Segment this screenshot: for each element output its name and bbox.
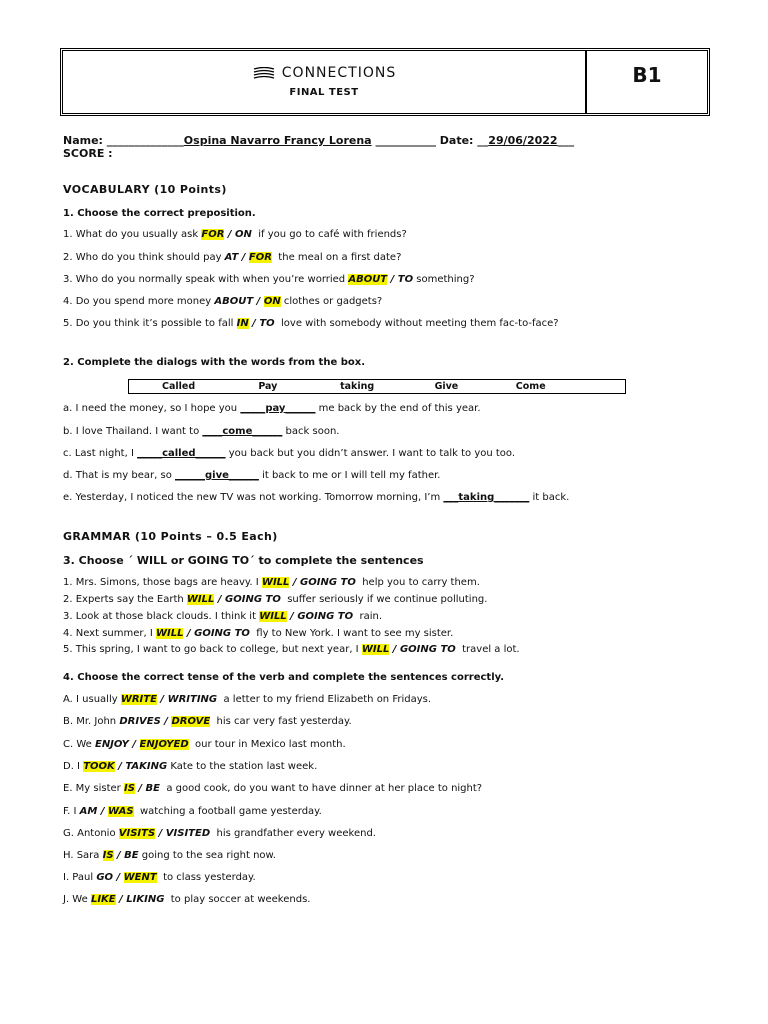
answer-blank[interactable]: ___taking_______ xyxy=(443,492,530,503)
question-text: e. Yesterday, I noticed the new TV was not working. Tomorrow morning, I’m xyxy=(63,492,444,503)
option-b[interactable]: FOR xyxy=(248,252,272,263)
question-line xyxy=(63,871,256,885)
question-text-end: travel a lot. xyxy=(455,644,520,655)
option-separator: / xyxy=(387,274,398,285)
option-a[interactable]: LIKE xyxy=(90,894,116,905)
vocabulary-heading: VOCABULARY (10 Points) xyxy=(63,183,227,196)
dialog-line xyxy=(63,447,515,461)
option-a[interactable]: FOR xyxy=(201,229,225,240)
brand-name: CONNECTIONS xyxy=(281,65,397,81)
question-line xyxy=(63,576,480,590)
option-b[interactable]: BE xyxy=(124,850,139,861)
option-a[interactable]: AM xyxy=(79,806,98,817)
question-text: 5. This spring, I want to go back to college, but next year, I xyxy=(63,644,362,655)
option-separator: / xyxy=(113,850,125,861)
question-text: C. We xyxy=(63,739,95,750)
option-separator: / xyxy=(115,894,127,905)
question-text: F. I xyxy=(63,806,80,817)
answer-blank[interactable]: ______give______ xyxy=(175,470,259,481)
question-text-end: going to the sea right now. xyxy=(138,850,276,861)
option-separator: / xyxy=(238,252,249,263)
question-text: d. That is my bear, so xyxy=(63,470,175,481)
question-text-end: Kate to the station last week. xyxy=(167,761,318,772)
date-blank-pre: __ xyxy=(473,134,489,147)
dialog-line xyxy=(63,425,339,439)
question-text: A. I usually xyxy=(63,694,121,705)
question-text-end: you back but you didn’t answer. I want to talk to you too. xyxy=(225,448,516,459)
dialog-line xyxy=(63,402,481,416)
question-line xyxy=(63,317,559,331)
word-box-item: Called xyxy=(162,381,196,392)
question-text-end: help you to carry them. xyxy=(355,577,480,588)
level-label: B1 xyxy=(632,63,662,87)
header-level-cell xyxy=(587,51,707,113)
option-separator: / xyxy=(289,577,301,588)
question-line xyxy=(63,251,401,265)
question-text-end: love with somebody without meeting them fac-to-face? xyxy=(274,318,559,329)
option-b[interactable]: GOING TO xyxy=(297,611,354,622)
question-text-end: our tour in Mexico last month. xyxy=(188,739,346,750)
option-a[interactable]: WILL xyxy=(155,628,184,639)
question-text-end: it back to me or I will tell my father. xyxy=(258,470,441,481)
dialog-line xyxy=(63,491,569,505)
test-subtitle: FINAL TEST xyxy=(289,87,359,98)
option-separator: / xyxy=(214,594,226,605)
question-text-end: his car very fast yesterday. xyxy=(210,716,352,727)
option-a[interactable]: ENJOY xyxy=(94,739,129,750)
option-b[interactable]: ON xyxy=(263,296,281,307)
header-title-cell xyxy=(63,51,587,113)
question-text: D. I xyxy=(63,761,84,772)
question-line xyxy=(63,273,475,287)
option-separator: / xyxy=(114,761,126,772)
question-line xyxy=(63,643,520,657)
option-b[interactable]: GOING TO xyxy=(225,594,281,605)
option-separator: / xyxy=(389,644,400,655)
question-text-end: to class yesterday. xyxy=(156,872,256,883)
option-b[interactable]: TAKING xyxy=(125,761,168,772)
question-text-end: if you go to café with friends? xyxy=(251,229,407,240)
option-b[interactable]: BE xyxy=(145,783,160,794)
question-line xyxy=(63,782,482,796)
question-line xyxy=(63,715,352,729)
option-b[interactable]: LIKING xyxy=(126,894,165,905)
option-b[interactable]: WAS xyxy=(107,806,134,817)
option-separator: / xyxy=(156,694,168,705)
question-text: B. Mr. John xyxy=(63,716,120,727)
question-text: I. Paul xyxy=(63,872,97,883)
question-text-end: something? xyxy=(413,274,475,285)
option-b[interactable]: VISITED xyxy=(165,828,211,839)
question-text-end: to play soccer at weekends. xyxy=(164,894,311,905)
question-text: 5. Do you think it’s possible to fall xyxy=(63,318,237,329)
question-line xyxy=(63,827,376,841)
question-line xyxy=(63,805,322,819)
question-text: 1. What do you usually ask xyxy=(63,229,202,240)
brand-row xyxy=(63,65,585,81)
option-b[interactable]: TO xyxy=(259,318,275,329)
option-a[interactable]: DRIVES xyxy=(119,716,161,727)
option-a[interactable]: WILL xyxy=(361,644,390,655)
option-b[interactable]: ENJOYED xyxy=(139,739,189,750)
option-a[interactable]: WILL xyxy=(259,611,287,622)
question-text: 1. Mrs. Simons, those bags are heavy. I xyxy=(63,577,262,588)
option-separator: / xyxy=(128,739,140,750)
option-separator: / xyxy=(286,611,298,622)
q4-title: 4. Choose the correct tense of the verb and complete the sentences correctly. xyxy=(63,672,505,683)
question-line xyxy=(63,593,487,607)
question-text-end: me back by the end of this year. xyxy=(315,403,481,414)
q2-title: 2. Complete the dialogs with the words from the box. xyxy=(63,357,366,368)
question-text-end: clothes or gadgets? xyxy=(280,296,383,307)
question-text-end: watching a football game yesterday. xyxy=(133,806,322,817)
option-b[interactable]: GOING TO xyxy=(399,644,456,655)
date-blank-post: ___ xyxy=(557,134,575,147)
option-a[interactable]: WILL xyxy=(186,594,215,605)
question-text-end: it back. xyxy=(529,492,570,503)
option-a[interactable]: AT xyxy=(224,252,239,263)
student-name: Ospina Navarro Francy Lorena xyxy=(183,134,372,147)
question-text-end: rain. xyxy=(353,611,383,622)
question-text-end: back soon. xyxy=(282,426,340,437)
option-b[interactable]: GOING TO xyxy=(194,628,250,639)
test-date: 29/06/2022 xyxy=(488,134,558,147)
option-a[interactable]: IS xyxy=(123,783,135,794)
word-box-item: Pay xyxy=(258,381,278,392)
option-b[interactable]: TO xyxy=(397,274,414,285)
question-text: 3. Who do you normally speak with when you’re worried xyxy=(63,274,349,285)
dialog-line xyxy=(63,469,441,483)
word-box-item: Give xyxy=(434,381,459,392)
option-separator: / xyxy=(113,872,124,883)
header-box xyxy=(60,48,710,116)
score-label: SCORE : xyxy=(63,147,113,160)
question-text: 2. Who do you think should pay xyxy=(63,252,225,263)
question-text: J. We xyxy=(63,894,91,905)
option-b[interactable]: ON xyxy=(235,229,252,240)
option-a[interactable]: ABOUT xyxy=(214,296,254,307)
option-a[interactable]: GO xyxy=(96,872,114,883)
option-separator: / xyxy=(248,318,260,329)
option-separator: / xyxy=(224,229,236,240)
word-box-item: taking xyxy=(340,381,375,392)
option-a[interactable]: IN xyxy=(236,318,249,329)
option-separator: / xyxy=(160,716,172,727)
question-text: E. My sister xyxy=(63,783,124,794)
option-separator: / xyxy=(183,628,195,639)
option-b[interactable]: WRITING xyxy=(167,694,218,705)
question-text-end: a letter to my friend Elizabeth on Fridays. xyxy=(217,694,432,705)
q1-title: 1. Choose the correct preposition. xyxy=(63,208,256,219)
answer-blank[interactable]: ____come______ xyxy=(202,426,283,437)
option-a[interactable]: TOOK xyxy=(83,761,115,772)
question-text-end: fly to New York. I want to see my sister. xyxy=(249,628,454,639)
connections-logo-icon xyxy=(252,67,276,79)
option-a[interactable]: WRITE xyxy=(120,694,157,705)
word-box-item: Come xyxy=(515,381,546,392)
option-b[interactable]: WENT xyxy=(123,872,157,883)
name-label: Name: xyxy=(63,134,103,147)
question-text-end: his grandfather every weekend. xyxy=(210,828,376,839)
question-line xyxy=(63,760,317,774)
question-text: 2. Experts say the Earth xyxy=(63,594,187,605)
question-line xyxy=(63,893,310,907)
question-line xyxy=(63,610,382,624)
question-text: 3. Look at those black clouds. I think it xyxy=(63,611,260,622)
question-line xyxy=(63,738,346,752)
question-text: b. I love Thailand. I want to xyxy=(63,426,203,437)
word-box xyxy=(128,379,626,394)
option-separator: / xyxy=(155,828,166,839)
question-line xyxy=(63,627,453,641)
question-text-end: a good cook, do you want to have dinner at her place to night? xyxy=(159,783,483,794)
question-text-end: the meal on a first date? xyxy=(271,252,402,263)
option-a[interactable]: VISITS xyxy=(118,828,156,839)
question-text: c. Last night, I xyxy=(63,448,138,459)
name-line xyxy=(63,134,574,148)
option-a[interactable]: ABOUT xyxy=(348,274,388,285)
question-text: 4. Do you spend more money xyxy=(63,296,215,307)
option-a[interactable]: IS xyxy=(102,850,114,861)
question-text: a. I need the money, so I hope you xyxy=(63,403,241,414)
question-line xyxy=(63,693,431,707)
answer-blank[interactable]: _____called______ xyxy=(137,448,226,459)
question-text: H. Sara xyxy=(63,850,103,861)
option-separator: / xyxy=(97,806,108,817)
grammar-heading: GRAMMAR (10 Points – 0.5 Each) xyxy=(63,530,278,543)
question-line xyxy=(63,228,407,242)
option-b[interactable]: GOING TO xyxy=(300,577,356,588)
name-blank-pre: ______________ xyxy=(102,134,184,147)
question-text: 4. Next summer, I xyxy=(63,628,156,639)
name-blank-post: ___________ xyxy=(371,134,440,147)
option-b[interactable]: DROVE xyxy=(171,716,211,727)
date-label: Date: xyxy=(439,134,474,147)
answer-blank[interactable]: _____pay______ xyxy=(240,403,316,414)
question-line xyxy=(63,849,276,863)
q3-title: 3. Choose ´ WILL or GOING TO´ to complete the sentences xyxy=(63,554,424,567)
option-separator: / xyxy=(253,296,264,307)
question-text-end: suffer seriously if we continue polluting. xyxy=(280,594,488,605)
option-separator: / xyxy=(134,783,146,794)
option-a[interactable]: WILL xyxy=(261,577,290,588)
question-text: G. Antonio xyxy=(63,828,119,839)
question-line xyxy=(63,295,382,309)
